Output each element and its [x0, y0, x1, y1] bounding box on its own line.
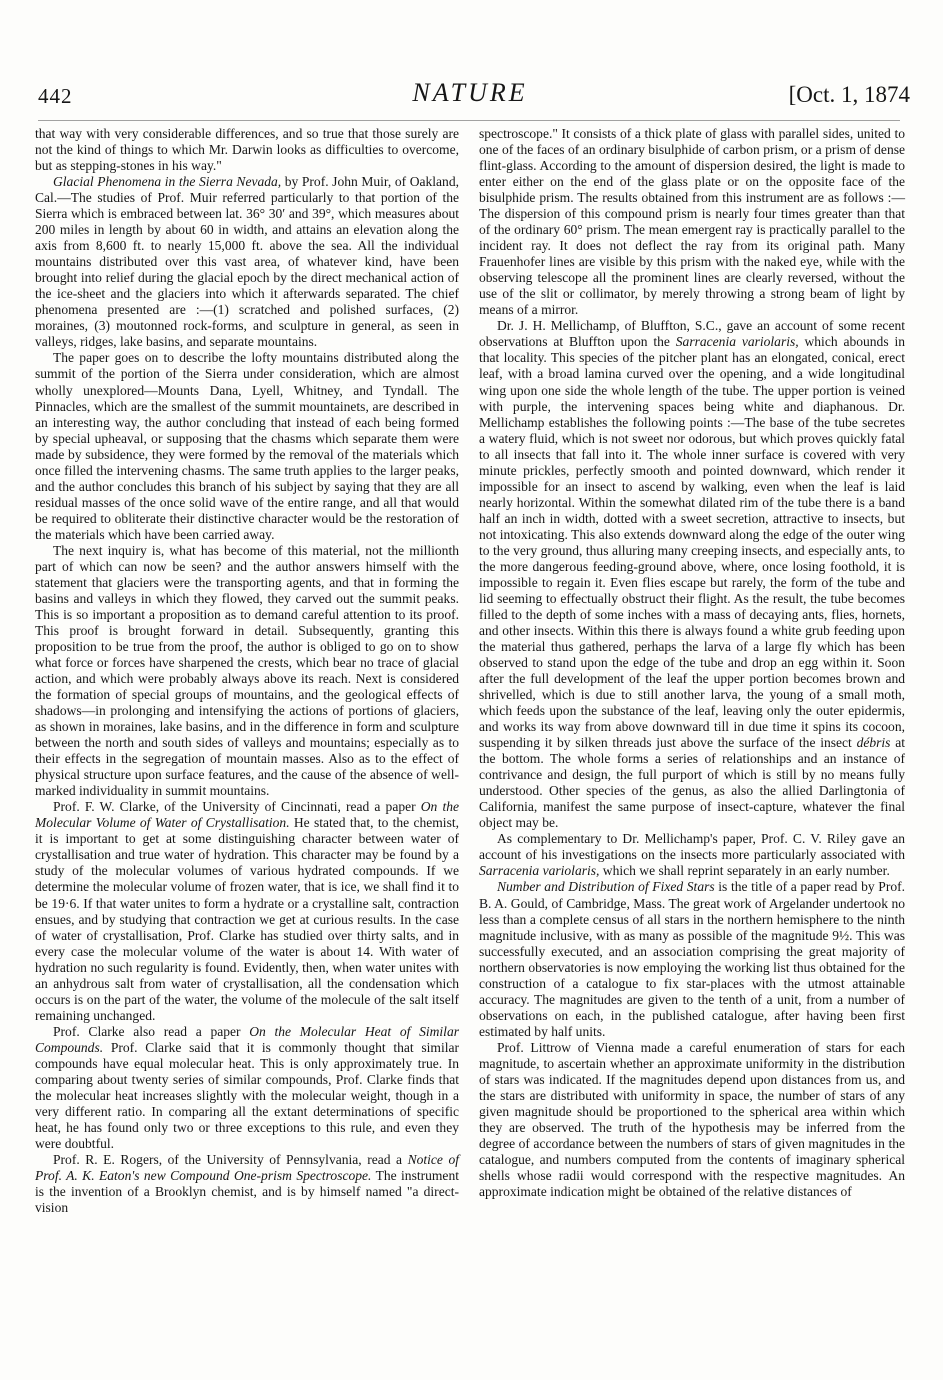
paragraph: Prof. Clarke also read a paper On the Molecular Heat of Similar Compounds. Prof. Clarke said that it is commonly thought that similar compounds have equal molecular heat. This is only approximately true. In comparing about twenty series of similar compounds, Prof. Clarke finds that the molecular heat increases slightly with the molecular weight, though in a very different ratio. In comparing all the extant determinations of specific heat, he has found only two or three exceptions to this rule, and even they were doubtful. — [35, 1023, 459, 1151]
issue-date: [Oct. 1, 1874 — [788, 82, 910, 107]
paper-title: Number and Distribution of Fixed Stars — [497, 879, 715, 895]
header-rule — [38, 120, 900, 121]
paragraph: The next inquiry is, what has become of this material, not the millionth part of which can now be seen? and the author answers himself with the statement that glaciers were the transporting agents, and that in forming the basins and valleys in which they flowed, they carved out the summit peaks. This is so important a proposition as to demand careful attention to its proof. This proof is brought forward in detail. Subsequently, granting this proposition to be true from the proof, the author is obliged to go on to show what force or forces have sharpened the crests, which bear no trace of glacial action, and which were probably always above its reach. Next is considered the formation of special groups of mountains, and the geological effects of shadows—in prolonging and intensifying the actions of portions of glaciers, as shown in moraines, lake basins, and in the difference in form and sculpture between the north and south sides of valleys and mountains; especially as to their effects in the segregation of mountain masses. Also as to the effect of physical structure upon surface features, and the cause of the absence of well-marked individuality in summit mountains. — [35, 542, 459, 799]
paper-title: On the Molecular Heat of Similar Compounds. — [35, 1023, 459, 1055]
paper-title: On the Molecular Volume of Water of Crystallisation. — [35, 799, 459, 831]
paragraph: The paper goes on to describe the lofty mountains distributed along the summit of the portion of the Sierra under consideration, which are almost wholly unexplored—Mounts Dana, Lyell, Whitney, and Tyndall. The Pinnacles, which are the smallest of the summit mountainets, are described in an interesting way, the author concluding that instead of each being formed by special upheaval, or supposing that the chasms which separate them were made by subsidence, they were formed by the removal of the materials which once filled the intervening chasms. The same truth applies to the larger peaks, and the author concludes this branch of his subject by saying that they are all residual masses of the once solid wave of the entire range, and all that would be required to obliterate their distinctive character would be the restoration of the materials which have been carried away. — [35, 350, 459, 542]
species-name: Sarracenia variolaris, — [479, 863, 600, 879]
paragraph: Number and Distribution of Fixed Stars is the title of a paper read by Prof. B. A. Gould, of Cambridge, Mass. The great work of Argelander undertook no less than a complete census of all stars in the northern hemisphere to the ninth magnitude inclusive, with as many as possible of the magnitude 9½. This was successfully executed, and an association comprising the great majority of northern observatories is now employing the working list thus obtained for the construction of a catalogue to fix star-places with the utmost attainable accuracy. The magnitudes are given to the tenth of a unit, from a number of observations on each, in the published catalogue, after having been first estimated by half units. — [479, 879, 905, 1039]
right-column — [479, 126, 905, 1200]
paper-title: Notice of Prof. A. K. Eaton's new Compound One-prism Spectroscope. — [35, 1152, 459, 1184]
paragraph: that way with very considerable differences, and so true that those surely are not the kind of things to which Mr. Darwin looks as difficulties to overcome, but as stepping-stones in his way." — [35, 126, 459, 174]
species-name: Sarracenia variolaris, — [675, 334, 799, 350]
left-column — [35, 126, 459, 1216]
paragraph: Prof. F. W. Clarke, of the University of Cincinnati, read a paper On the Molecular Volume of Water of Crystallisation. He stated that, to the chemist, it is important to get at some distinguishing character between water of crystallisation and true water of hydration. This character may be found by a study of the molecular volumes of various hydrated compounds. If we determine the molecular volume of frozen water, that is ice, we shall find it to be 19·6. If that water unites to form a hydrate or a crystalline salt, contraction ensues, and by studying that contraction we get at curious results. In the case of water of crystallisation, Prof. Clarke has studied over thirty salts, and in every case the molecular volume of the water is about 14. With water of hydration no such regularity is found. Evidently, then, when water unites with an anhydrous salt from water of crystallisation, all the condensation which occurs is on the part of the water, the volume of the molecule of the salt itself remaining unchanged. — [35, 799, 459, 1023]
paragraph: As complementary to Dr. Mellichamp's paper, Prof. C. V. Riley gave an account of his investigations on the insects more particularly associated with Sarracenia variolaris, which we shall reprint separately in an early number. — [479, 831, 905, 879]
paper-title: Glacial Phenomena in the Sierra Nevada, — [53, 174, 282, 190]
paragraph: Dr. J. H. Mellichamp, of Bluffton, S.C., gave an account of some recent observations at Bluffton upon the Sarracenia variolaris, which abounds in that locality. This species of the pitcher plant has an elongated, conical, erect leaf, with a broad lamina curved over the opening, and a wide longitudinal wing upon one side the whole length of the tube. The upper portion is veined with purple, the intervening spaces being white and diaphanous. Dr. Mellichamp establishes the following points :—The base of the tube secretes a watery fluid, which is not sweet nor odorous, but which proves quickly fatal to all insects that fall into it. The whole inner surface is covered with very minute prickles, perfectly smooth and pointed downward, which render it impossible for an insect to ascend by walking, even when the leaf is laid nearly horizontal. Within the somewhat dilated rim of the tube there is a band half an inch in width, dotted with a sweet secretion, attractive to insects, but not intoxicating. This also extends downward along the edge of the outer wing to the very ground, thus alluring many creeping insects, and especially ants, to the more dangerous feeding-ground above, where, once losing foothold, it is impossible to regain it. Even flies escape but rarely, the form of the tube and lid seeming to effectually obstruct their flight. As the result, the tube becomes filled to the depth of some inches with a mass of decaying ants, flies, hornets, and other insects. Within this there is always found a white grub feeding upon the material thus gathered, perhaps the larva of a large fly which has been observed to stand upon the edge of the tube and drop an egg within it. Soon after the full development of the leaf the upper portion becomes brown and shrivelled, which is due to still another larva, the young of a small moth, which feeds upon the substance of the leaf, leaving only the outer epidermis, and works its way from above downward till in due time it spins its cocoon, suspending it by silken threads just above the surface of the insect débris at the bottom. The whole forms a series of relationships and an instance of contrivance and design, the full purport of which is still by no means fully understood. Other species of the genus, as also the allied Darlingtonia of California, manifest the same purpose of insect-capture, whatever the final object may be. — [479, 318, 905, 831]
paragraph: Glacial Phenomena in the Sierra Nevada, by Prof. John Muir, of Oakland, Cal.—The studies of Prof. Muir referred particularly to that portion of the Sierra which is embraced between lat. 36° 30′ and 39°, which measures about 200 miles in length by about 60 in width, and attains an elevation along the axis from 8,600 ft. to nearly 15,000 ft. above the sea. All the individual mountains distributed over this vast area, of whatever kind, have been brought into relief during the glacial epoch by the direct mechanical action of the ice-sheet and the glaciers into which it afterwards separated. The chief phenomena presented are :—(1) scratched and polished surfaces, (2) moraines, (3) moutonned rock-forms, and sculpture in general, as seen in valleys, ridges, lake basins, and separate mountains. — [35, 174, 459, 350]
journal-title: NATURE — [412, 78, 528, 107]
paragraph: spectroscope." It consists of a thick plate of glass with parallel sides, united to one of the faces of an ordinary bisulphide of carbon prism, or a prism of dense flint-glass. According to the amount of dispersion desired, the light is made to enter either on the end of the glass plate or on the opposite face of the bisulphide prism. The results obtained from this instrument are as follows :—The dispersion of this compound prism is nearly four times greater than that of the ordinary 60° prism. The mean emergent ray is practically parallel to the incident ray. It does not deflect the ray from its original path. Many Frauenhofer lines are visible by this prism with the naked eye, while with the observing telescope all the prominent lines are clearly reversed, without the use of the slit or collimator, by merely throwing a strong beam of light by means of a mirror. — [479, 126, 905, 318]
page-header — [30, 74, 910, 114]
page-number: 442 — [38, 84, 73, 108]
paragraph: Prof. R. E. Rogers, of the University of Pennsylvania, read a Notice of Prof. A. K. Eaton's new Compound One-prism Spectroscope. The instrument is the invention of a Brooklyn chemist, and is by himself named "a direct-vision — [35, 1152, 459, 1216]
paragraph: Prof. Littrow of Vienna made a careful enumeration of stars for each magnitude, to ascertain whether an approximate uniformity in the distribution of stars was indicated. If the magnitudes depend upon distances from us, and the stars are distributed with uniformity in space, the number of stars of any given magnitude should be proportioned to the spherical area within which they are observed. The truth of the hypothesis may be inferred from the degree of accordance between the numbers of stars of given magnitudes in the catalogue, and numbers computed from the contents of imaginary spherical shells whose radii would correspond with the respective magnitudes. An approximate indication might be obtained of the relative distances of — [479, 1039, 905, 1200]
